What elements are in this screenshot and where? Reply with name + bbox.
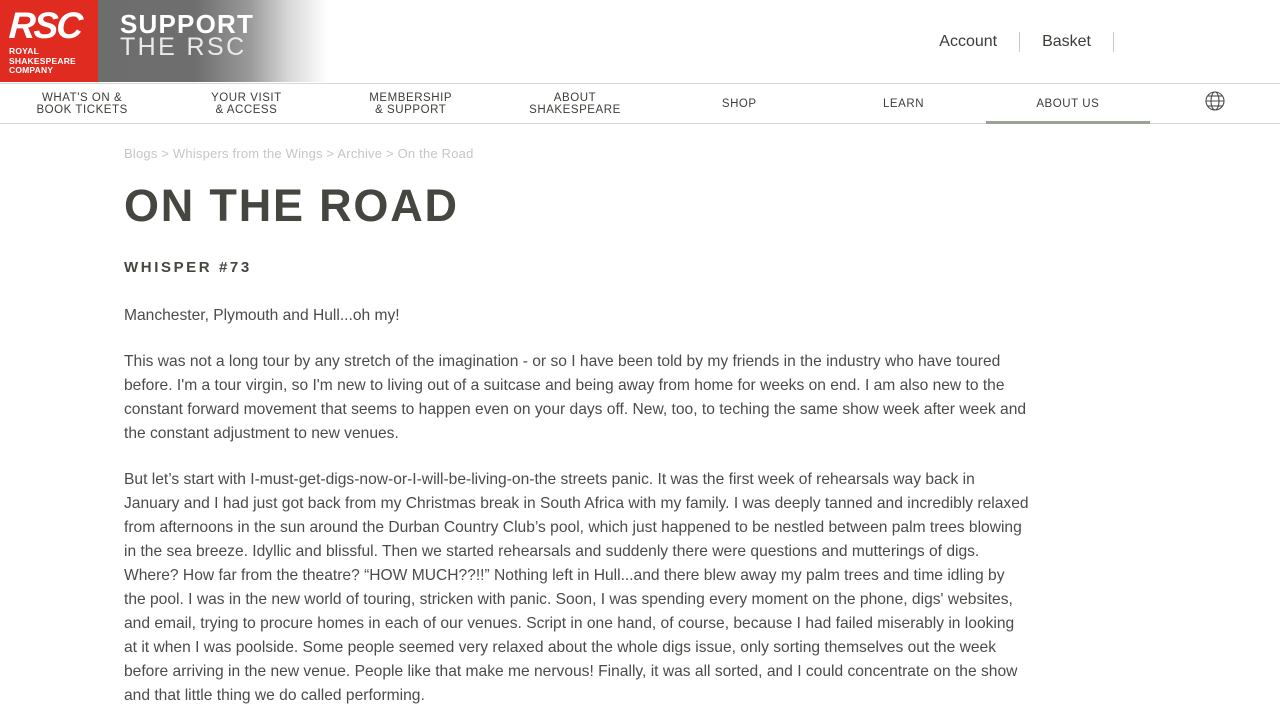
nav-item-label-line1: ABOUT US <box>1036 97 1100 110</box>
nav-item-label-line2: BOOK TICKETS <box>36 103 128 116</box>
nav-item-label-line2: & SUPPORT <box>375 103 447 116</box>
article-subtitle: WHISPER #73 <box>124 259 252 276</box>
rsc-logo[interactable] <box>0 0 98 82</box>
nav-item-list <box>0 84 1150 123</box>
nav-item-label-line1: SHOP <box>721 97 757 110</box>
nav-item-label-line1: ABOUT <box>553 91 597 104</box>
rsc-logo-subline-1: ROYAL <box>9 46 39 56</box>
nav-item-label-line1: LEARN <box>882 97 925 110</box>
nav-item-about-shakespeare[interactable] <box>493 84 657 123</box>
nav-item-label-line2: & ACCESS <box>215 103 278 116</box>
nav-item-label-line1: WHAT'S ON & <box>42 91 123 104</box>
support-banner-line-2: THE RSC <box>120 33 247 61</box>
rsc-logo-subtext <box>9 47 98 76</box>
nav-item-label-line1: YOUR VISIT <box>211 91 282 104</box>
rsc-logo-subline-2: SHAKESPEARE <box>9 55 76 66</box>
rsc-logo-mark: RSC <box>7 5 83 46</box>
nav-item-shop[interactable] <box>657 84 821 123</box>
nav-item-about-us[interactable] <box>986 84 1150 123</box>
nav-item-whats-on-book-tickets[interactable] <box>0 84 164 123</box>
support-the-rsc-banner[interactable] <box>98 0 328 82</box>
article-paragraph: Manchester, Plymouth and Hull...oh my! <box>124 307 400 324</box>
nav-item-label-line2: SHAKESPEARE <box>529 103 621 116</box>
breadcrumb[interactable]: Blogs > Whispers from the Wings > Archive > On the Road <box>124 146 474 161</box>
header-utility-links <box>328 0 1280 83</box>
basket-link[interactable]: Basket <box>1042 32 1091 50</box>
nav-item-learn[interactable] <box>821 84 985 123</box>
nav-item-your-visit-access[interactable] <box>164 84 328 123</box>
account-link[interactable]: Account <box>939 32 998 50</box>
utility-separator-2 <box>1113 32 1114 52</box>
article-paragraph: But let’s start with I-must-get-digs-now-or-I-will-be-living-on-the streets panic. It was the first week of rehearsals way back in January and I had just got back from my Christmas break in South Africa with my family. I was deeply tanned and incredibly relaxed from afternoons in the sun around the Durban Country Club’s pool, which just happened to be nestled between palm trees blowing in the sea breeze. Idyllic and blissful. Then we started rehearsals and suddenly there were questions and mutterings of digs. Where? How far from the theatre? “HOW MUCH??!!” Nothing left in Hull...and there blew away my palm trees and time idling by the pool. I was in the new world of touring, stricken with panic. Soon, I was spending every moment on the phone, digs' websites, and email, trying to procure homes in each of our venues. Script in one hand, of course, because I had failed miserably in looking at it when I was poolside. Some people seemed very relaxed about the whole digs issue, only sorting themselves out the week before arriving in the new venue. People like that make me nervous! Finally, it was all sorted, and I could concentrate on the show and that little thing we do called performing. <box>124 471 1029 704</box>
nav-item-label-line1: MEMBERSHIP <box>369 91 453 104</box>
page-content <box>0 124 1280 708</box>
language-selector[interactable] <box>1150 84 1280 123</box>
site-header <box>0 0 1280 84</box>
nav-item-membership-support[interactable] <box>329 84 493 123</box>
globe-icon <box>1204 90 1226 117</box>
rsc-logo-subline-3: COMPANY <box>9 65 54 76</box>
article-paragraph: This was not a long tour by any stretch of the imagination - or so I have been told by my friends in the industry who have toured before. I'm a tour virgin, so I'm new to living out of a suitcase and being away from home for weeks on end. I am also new to the constant forward movement that seems to happen even on your days off. New, too, to teching the same show week after week and the constant adjustment to new venues. <box>124 353 1027 442</box>
article-body <box>124 304 1030 708</box>
main-navigation <box>0 84 1280 124</box>
support-banner-line-1: SUPPORT <box>120 9 255 39</box>
page-title: ON THE ROAD <box>124 180 459 231</box>
